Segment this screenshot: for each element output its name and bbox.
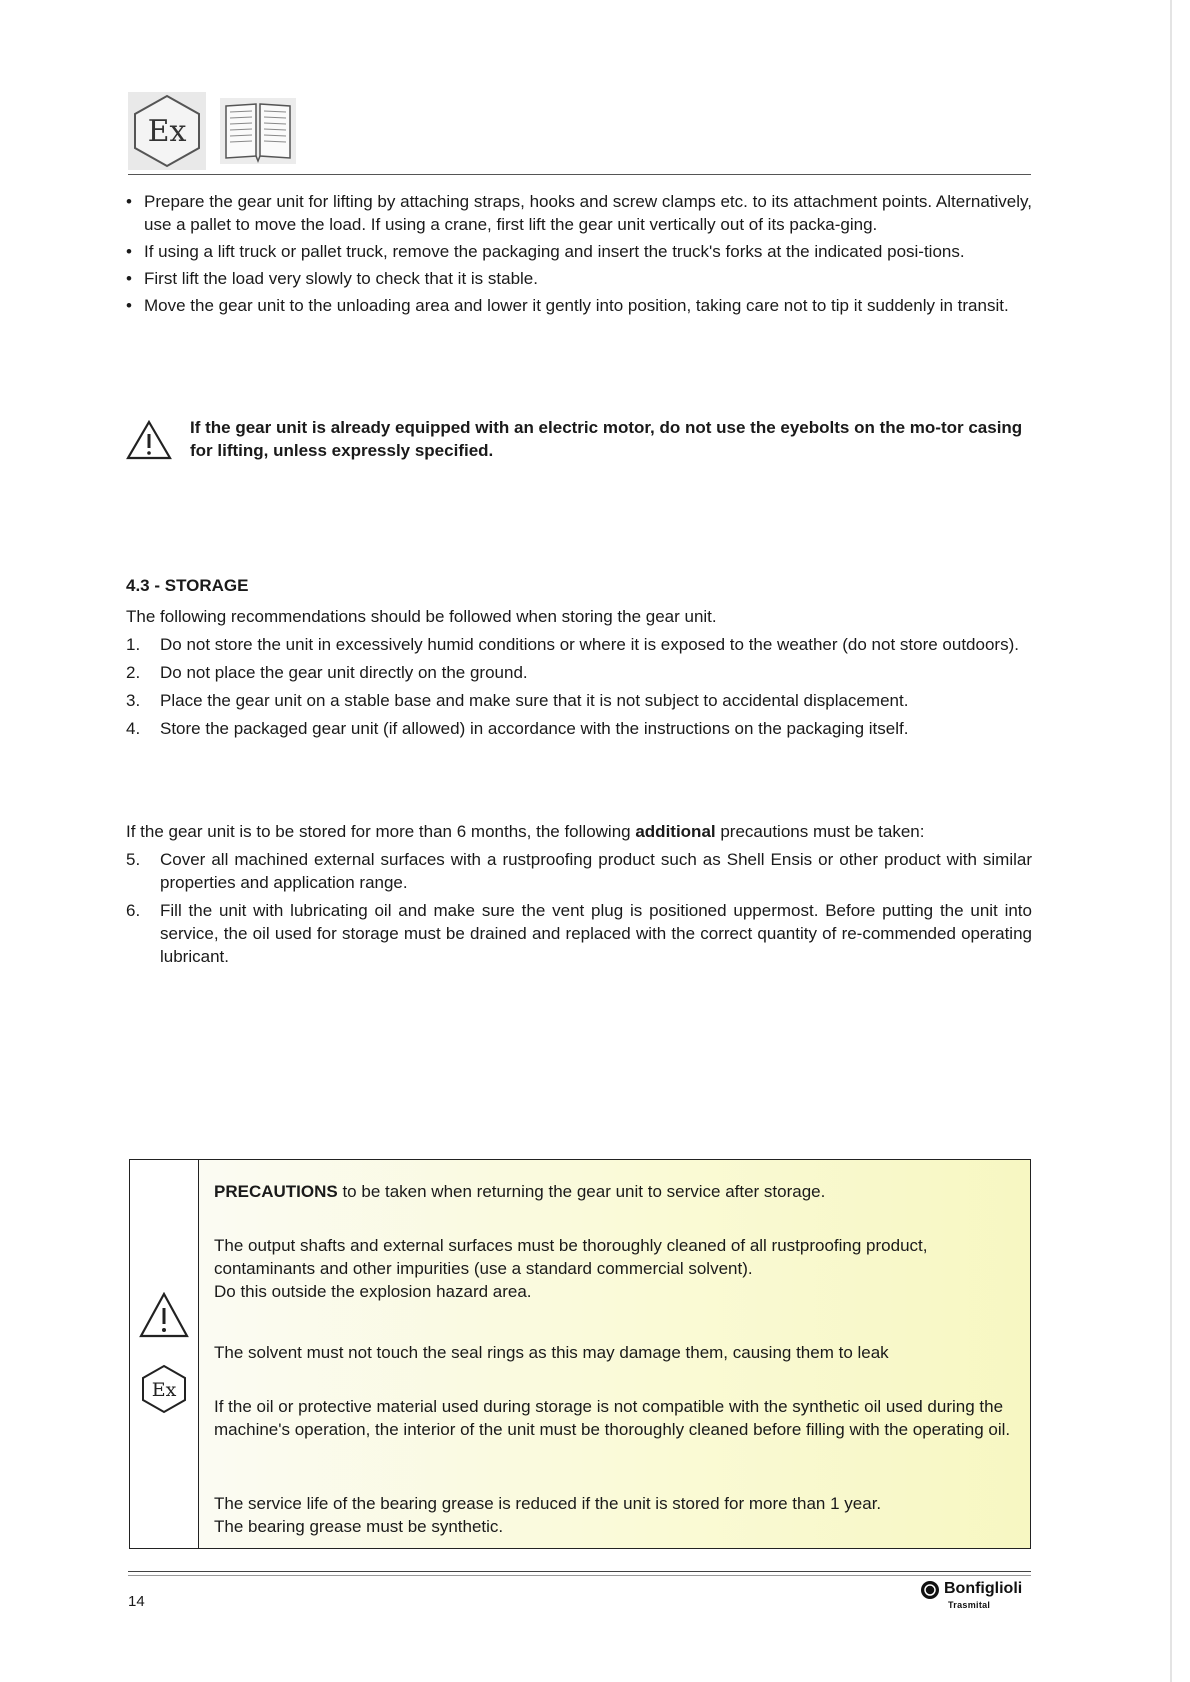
precautions-box xyxy=(129,1159,1031,1549)
list-item: • Prepare the gear unit for lifting by attaching straps, hooks and screw clamps etc. to its attachment points. Alternatively, use a pallet to move the load. If using a crane, first lift the gear unit vertically out of its packa-ging. xyxy=(126,190,1032,236)
list-text: Cover all machined external surfaces with a rustproofing product such as Shell Ensis or other product with similar properties and application range. xyxy=(160,850,1032,892)
precautions-text: The output shafts and external surfaces must be thoroughly cleaned of all rustproofing product, contaminants and other impurities (use a standard commercial solvent). xyxy=(214,1236,928,1278)
storage-list xyxy=(126,633,1032,745)
precautions-content xyxy=(199,1160,1030,1548)
precautions-title-rest: to be taken when returning the gear unit to service after storage. xyxy=(337,1182,826,1201)
section-title: 4.3 - STORAGE xyxy=(126,576,249,595)
list-item xyxy=(126,633,1032,656)
precautions-text: The bearing grease must be synthetic. xyxy=(214,1517,504,1536)
warning-triangle-icon xyxy=(126,420,172,460)
brand-name: Bonfiglioli xyxy=(944,1580,1023,1597)
header-rule xyxy=(128,174,1031,175)
warning-triangle-icon xyxy=(139,1292,189,1338)
list-item: • First lift the load very slowly to check that it is stable. xyxy=(126,267,1032,290)
storage-extra-intro xyxy=(126,820,1032,843)
lifting-warning xyxy=(126,416,1032,472)
list-text: Store the packaged gear unit (if allowed) in accordance with the instructions on the packaging itself. xyxy=(160,719,909,738)
brand-logo xyxy=(920,1578,1032,1618)
warning-text: If the gear unit is already equipped with an electric motor, do not use the eyebolts on the mo-tor casing for lifting, unless expressly specified. xyxy=(190,418,1023,460)
list-number: 1. xyxy=(126,635,141,654)
extra-intro-after: precautions must be taken: xyxy=(715,822,925,841)
precautions-title xyxy=(214,1180,1024,1203)
list-number: 2. xyxy=(126,663,141,682)
precautions-paragraph: The solvent must not touch the seal rings as this may damage them, causing them to leak xyxy=(214,1343,889,1362)
precautions-paragraph: If the oil or protective material used during storage is not compatible with the synthetic oil used during the machine's operation, the interior of the unit must be thoroughly cleaned before filling with the operating oil. xyxy=(214,1397,1011,1439)
svg-text:Ex: Ex xyxy=(147,114,187,149)
atex-ex-icon xyxy=(128,92,206,170)
list-text: Do not place the gear unit directly on the ground. xyxy=(160,663,528,682)
footer-rule xyxy=(128,1575,1031,1576)
extra-intro-bold: additional xyxy=(635,822,716,841)
storage-intro: The following recommendations should be followed when storing the gear unit. xyxy=(126,607,717,626)
lifting-bullet-list xyxy=(126,190,1032,321)
precautions-icon-column xyxy=(130,1160,199,1548)
extra-intro-before: If the gear unit is to be stored for more than 6 months, the following xyxy=(126,822,636,841)
atex-ex-icon xyxy=(139,1364,189,1414)
list-item xyxy=(126,717,1032,740)
list-item: • If using a lift truck or pallet truck, remove the packaging and insert the truck's forks at the indicated posi-tions. xyxy=(126,240,1032,263)
list-text: Place the gear unit on a stable base and make sure that it is not subject to accidental displacement. xyxy=(160,691,909,710)
list-number: 6. xyxy=(126,901,141,920)
page-edge xyxy=(1170,0,1172,1682)
header-icons xyxy=(128,92,308,170)
brand-subtitle: Trasmital xyxy=(948,1600,991,1610)
list-number: 5. xyxy=(126,850,141,869)
list-item xyxy=(126,848,1032,894)
list-item xyxy=(126,689,1032,712)
precautions-text: Do this outside the explosion hazard area. xyxy=(214,1282,532,1301)
footer-rule xyxy=(128,1571,1031,1572)
page-number: 14 xyxy=(128,1593,145,1610)
precautions-paragraph xyxy=(214,1492,1024,1538)
list-item xyxy=(126,661,1032,684)
precautions-paragraph xyxy=(214,1234,1024,1303)
precautions-title-bold: PRECAUTIONS xyxy=(214,1182,338,1201)
list-item: • Move the gear unit to the unloading area and lower it gently into position, taking care not to tip it suddenly in transit. xyxy=(126,294,1032,317)
manual-book-icon xyxy=(220,98,296,164)
precautions-text: The service life of the bearing grease is reduced if the unit is stored for more than 1 year. xyxy=(214,1494,882,1513)
list-number: 4. xyxy=(126,719,141,738)
storage-extra-list xyxy=(126,848,1032,973)
svg-text:Ex: Ex xyxy=(151,1379,177,1401)
list-text: Do not store the unit in excessively humid conditions or where it is exposed to the weather (do not store outdoors). xyxy=(160,635,1019,654)
list-text: Fill the unit with lubricating oil and make sure the vent plug is positioned uppermost. Before putting the unit into service, the oil used for storage must be drained and replaced with the correct quantity of re-commended operating lubricant. xyxy=(160,901,1032,966)
list-number: 3. xyxy=(126,691,141,710)
list-item xyxy=(126,899,1032,968)
brand-circle-icon xyxy=(920,1580,940,1600)
